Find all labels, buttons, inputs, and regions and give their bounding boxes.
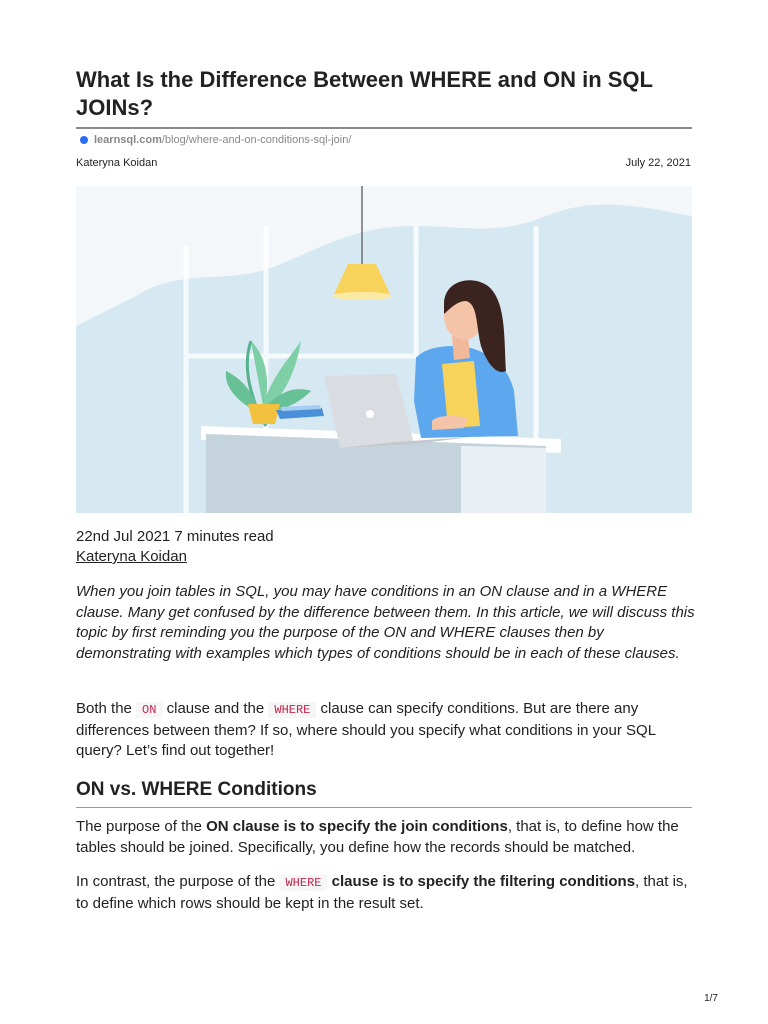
header-author: Kateryna Koidan [76,157,158,169]
inline-code-where: WHERE [279,875,327,891]
hero-illustration [76,186,692,513]
text-segment: Both the [76,700,137,717]
source-dot-icon [80,136,88,144]
inline-code-where: WHERE [268,702,316,718]
publish-date-read-time: 22nd Jul 2021 7 minutes read [76,528,274,545]
author-link[interactable]: Kateryna Koidan [76,548,187,565]
intro-paragraph: When you join tables in SQL, you may have conditions in an ON clause and in a WHERE clause. Many get confused by the difference between them. In this article, we will discuss this topic by first reminding you the purpose of the ON and WHERE clauses then by demonstrating with examples which types of conditions should be in each of these clauses. [76,583,695,662]
article-title: What Is the Difference Between WHERE and ON in SQL JOINs? [76,67,653,120]
inline-code-on: ON [136,702,162,718]
source-url[interactable] [80,134,351,146]
woman-at-laptop-illustration [76,186,692,513]
text-segment: , that is, to define how the tables should be joined. Specifically, you define how the records should be matched. [76,818,679,856]
paragraph-on-purpose [76,817,696,858]
paragraph-where-purpose [76,872,696,914]
bold-text: clause is to specify the filtering conditions [327,873,636,890]
paragraph-clauses [76,699,696,762]
page-number: 1/7 [704,993,718,1004]
section-divider [76,807,692,808]
header-date: July 22, 2021 [625,157,691,169]
text-segment: clause and the [162,700,269,717]
bold-text: ON clause is to specify the join conditions [206,818,508,835]
text-segment: clause can specify conditions. But are there any differences between them? If so, where should you specify what conditions in your SQL query? Let’s find out together! [76,700,656,759]
source-path: /blog/where-and-on-conditions-sql-join/ [161,134,352,146]
text-segment: , that is, to define which rows should be kept in the result set. [76,873,688,912]
text-segment: The purpose of the [76,818,207,835]
text-segment: In contrast, the purpose of the [76,873,280,890]
source-domain: learnsql.com [94,134,162,146]
title-divider [76,127,692,129]
section-heading: ON vs. WHERE Conditions [76,779,317,800]
